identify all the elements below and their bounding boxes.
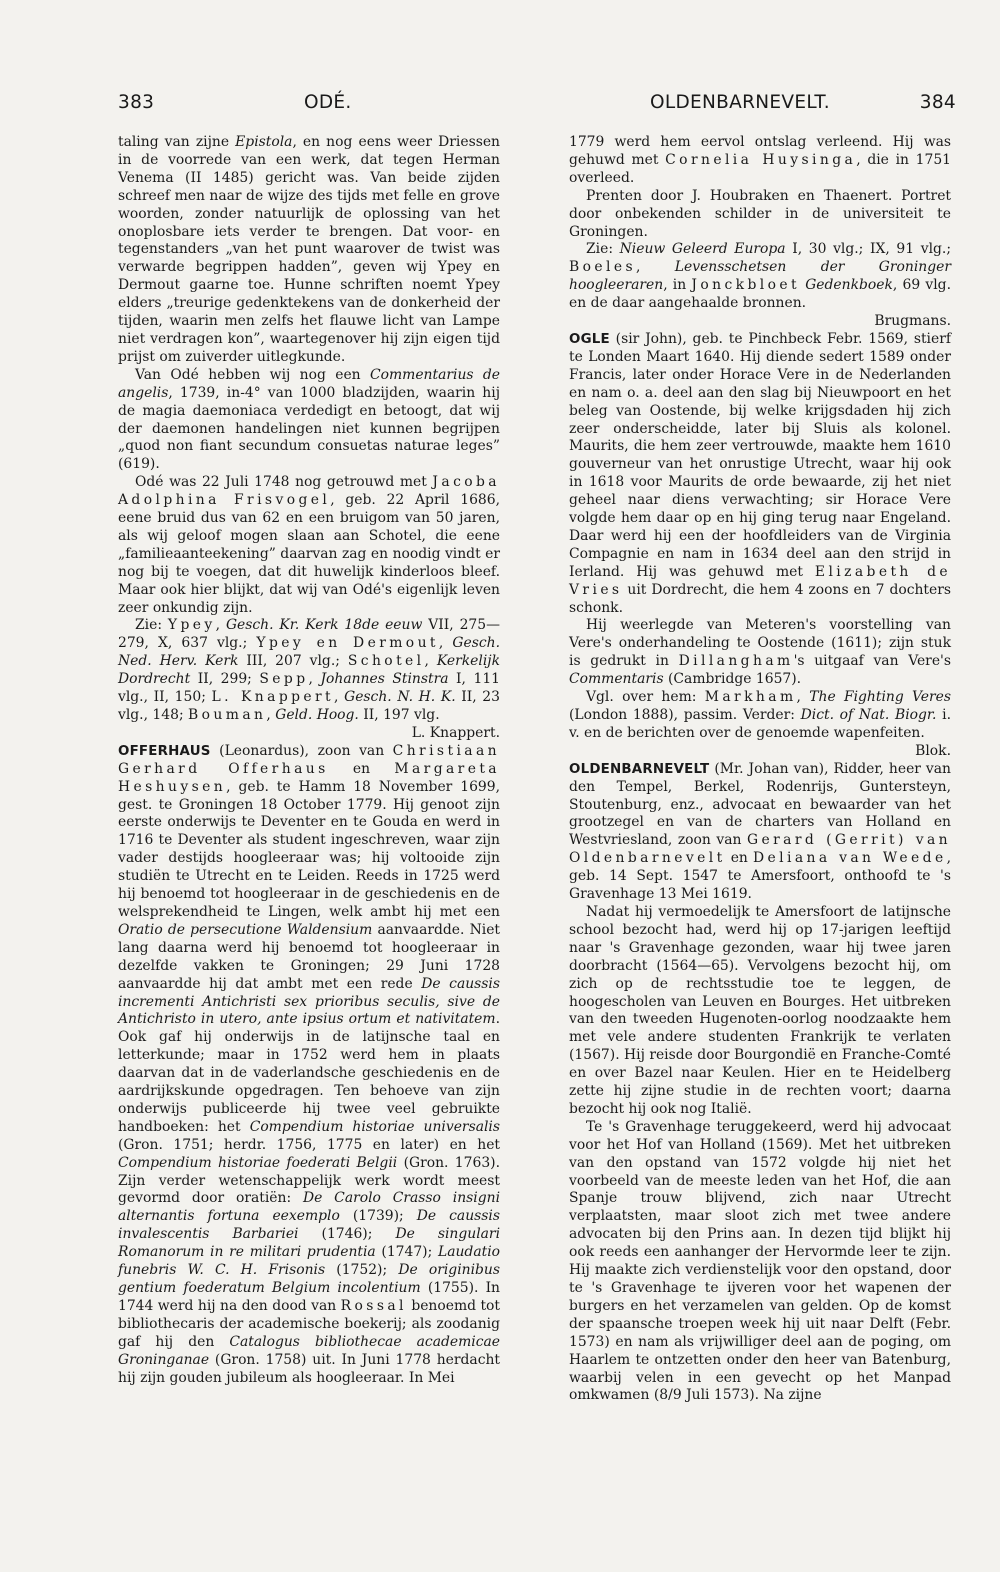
author-signature-blok: Blok.: [915, 742, 951, 759]
references-ogle: Vgl. over hem: Markham, The Fighting Veres (London 1888), passim. Verder: Dict. of Nat. Biogr. i. v. en de berichten over de genoemde wapenfeiten.: [569, 689, 951, 741]
paragraph-ode-marriage: Odé was 22 Juli 1748 nog getrouwd met Jacoba Adolphina Frisvogel, geb. 22 April 1686, eene bruid dus van 62 en een bruigom van 50 jaren, als wij geloof mogen slaan aan Schotel, die eene „familieaanteekening” daarvan zag en noodig vindt er nog bij te voegen, dat dit huwelijk kinderloos bleef. Maar ook hier blijkt, dat wij van Odé's eigenlijk leven zeer onkundig zijn.: [118, 474, 500, 616]
running-head-left: ODÉ.: [304, 92, 352, 113]
paragraph-ode-polemic: taling van zijne Epistola, en nog eens weer Driessen in de voorrede van een werk, dat tegen Herman Venema (II 1485) gericht was. Van beide zijden schreef men naar de wijze des tijds met felle en grove woorden, zonder natuurlijk de oplossing van het onoplosbare iets verder te brengen. Dat voor- en tegenstanders „van het punt waarover de twist was verwarde begrippen hadden”, geven wij Ypey en Dermout gaarne toe. Hunne schriften noemt Ypey elders „treurige gedenktekens van de donkerheid der tijden, waarin men zelfs het flauwe licht van Lampe niet verdragen kon”, waartegenover hij zijn eigen tijd prijst om zuiverder uitlegkunde.: [118, 134, 500, 365]
references-ode: Zie: Ypey, Gesch. Kr. Kerk 18de eeuw VII, 275—279, X, 637 vlg.; Ypey en Dermout, Gesch. Ned. Herv. Kerk III, 207 vlg.; Schotel, Kerkelijk Dordrecht II, 299; Sepp, Johannes Stinstra I, 111 vlg., II, 150; L. Knappert, Gesch. N. H. K. II, 23 vlg., 148; Bouman, Geld. Hoog. II, 197 vlg.: [118, 617, 501, 723]
headword-oldenbarnevelt: OLDENBARNEVELT: [569, 761, 710, 777]
headword-offerhaus: OFFERHAUS: [118, 743, 211, 759]
entry-ogle: OGLE (sir John), geb. te Pinchbeck Febr. 1569, stierf te Londen Maart 1640. Hij diende sedert 1589 onder Francis, later onder Horace Vere in de Nederlanden en nam o. a. deel aan den slag bij Nieuwpoort en het beleg van Oostende, bij welke krijgsdaden hij zich zeer onderscheidde, later bij Sluis als kolonel. Maurits, die hem zeer vertrouwde, maakte hem 1610 gouverneur van het onrustige Utrecht, waar hij ook in 1618 voor Maurits de orde bewaarde, zij het niet geheel naar diens verwachting; sir Horace Vere volgde hem daar op en hij ging terug naar Engeland. Daar werd hij een der hoofdleiders van de Virginia Compagnie en nam in 1634 deel aan den strijd in Ierland. Hij was gehuwd met Elizabeth de Vries uit Dordrecht, die hem 4 zoons en 7 dochters schonk.: [569, 330, 952, 616]
paragraph-ogle-meteren: Hij weerlegde van Meteren's voorstelling van Vere's onderhandeling te Oostende (1611); zijn stuk is gedrukt in Dillangham's uitgaaf van Vere's Commentaris (Cambridge 1657).: [569, 617, 951, 688]
page-number-right: 384: [919, 92, 956, 113]
paragraph-offerhaus-portraits: Prenten door J. Houbraken en Thaenert. Portret door onbekenden schilder in de universiteit te Groningen.: [569, 187, 951, 240]
page-number-left: 383: [118, 92, 155, 113]
author-signature-knappert: L. Knappert.: [411, 724, 500, 741]
running-header: [118, 92, 956, 118]
running-head-right: OLDENBARNEVELT.: [650, 92, 830, 113]
right-column: [569, 134, 951, 1405]
paragraph-oldenbarnevelt-advocate: Te 's Gravenhage teruggekeerd, werd hij advocaat voor het Hof van Holland (1569). Met het uitbreken van den opstand van 1572 volgde hij niet het voorbeeld van de meeste leden van het Hof, die aan Spanje trouw blijvend, zich naar Utrecht verplaatsten, maar sloot zich met twee andere advocaten bij den Prins aan. In dezen tijd blijkt hij ook reeds een aanhanger der Hervormde leer te zijn. Hij maakte zich verdienstelijk voor den opstand, door te 's Gravenhage te ijveren voor het wapenen der burgers en het verzamelen van gelden. Op de komst der spaansche troepen week hij uit naar Delft (Febr. 1573) en nam als vrijwilliger deel aan de poging, om Haarlem te ontzetten onder den heer van Batenburg, waarbij velen in een gevecht op het Manpad omkwamen (8/9 Juli 1573). Na zijne: [569, 1118, 951, 1404]
left-column: [118, 134, 500, 1387]
author-signature-brugmans: Brugmans.: [874, 313, 951, 330]
paragraph-ode-commentarius: Van Odé hebben wij nog een Commentarius de angelis, 1739, in-4° van 1000 bladzijden, waarin hij de magia daemoniaca verdedigt en betoogt, dat wij der daemonen handelingen niet kunnen begrijpen „quod non fiant secundum consuetas naturae leges” (619).: [118, 366, 500, 473]
entry-offerhaus: OFFERHAUS (Leonardus), zoon van Christiaan Gerhard Offerhaus en Margareta Heshuysen, geb. te Hamm 18 November 1699, gest. te Groningen 18 October 1779. Hij genoot zijn eerste onderwijs te Deventer en te Gouda en werd in 1716 te Deventer als student ingeschreven, waar zijn vader destijds hoogleeraar was; hij voltooide zijn studiën te Utrecht en te Leiden. Reeds in 1725 werd hij benoemd tot hoogleeraar in de geschiedenis en de welsprekendheid te Lingen, welk ambt hij met een Oratio de persecutione Waldensium aanvaardde. Niet lang daarna werd hij benoemd tot hoogleeraar in dezelfde vakken te Groningen; 29 Juni 1728 aanvaardde hij dat ambt met een rede De caussis incrementi Antichristi sex prioribus seculis, sive de Antichristo in utero, ante ipsius ortum et nativitatem. Ook gaf hij onderwijs in de latijnsche taal en letterkunde; maar in 1752 werd hem in plaats daarvan dat in de vaderlandsche geschiedenis en de aardrijkskunde opgedragen. Ten behoeve van zijn onderwijs publiceerde hij twee veel gebruikte handboeken: het Compendium historiae universalis (Gron. 1751; herdr. 1756, 1775 en later) en het Compendium historiae foederati Belgii (Gron. 1763). Zijn verder wetenschappelijk werk wordt meest gevormd door oratiën: De Carolo Crasso insigni alternantis fortuna eexemplo (1739); De caussis invalescentis Barbariei (1746); De singulari Romanorum in re militari prudentia (1747); Laudatio funebris W. C. H. Frisonis (1752); De originibus gentium foederatum Belgium incolentium (1755). In 1744 werd hij na den dood van Rossal benoemd tot bibliothecaris der academische boekerij; als zoodanig gaf hij den Catalogus bibliothecae academicae Groninganae (Gron. 1758) uit. In Juni 1778 herdacht hij zijn gouden jubileum als hoogleeraar. In Mei: [118, 742, 501, 1386]
headword-ogle: OGLE: [569, 331, 610, 347]
paragraph-oldenbarnevelt-studies: Nadat hij vermoedelijk te Amersfoort de latijnsche school bezocht had, werd hij op 17-jarigen leeftijd naar 's Gravenhage gezonden, waar hij twee jaren doorbracht (1564—65). Vervolgens bezocht hij, om zich op de rechtsstudie toe te leggen, de hoogescholen van Leuven en Bourges. Het uitbreken van den tweeden Hugenoten-oorlog noodzaakte hem met vele andere studenten Frankrijk te verlaten (1567). Hij reisde door Bourgondië en Franche-Comté en over Bazel naar Keulen. Hier en te Heidelberg zette hij zijne studie in de rechten voort; daarna bezocht hij ook nog Italië.: [569, 903, 951, 1117]
references-offerhaus: Zie: Nieuw Geleerd Europa I, 30 vlg.; IX, 91 vlg.; Boeles, Levensschetsen der Groninger hoogleeraren, in Jonckbloet Gedenkboek, 69 vlg. en de daar aangehaalde bronnen.: [569, 241, 952, 312]
entry-oldenbarnevelt: OLDENBARNEVELT (Mr. Johan van), Ridder, heer van den Tempel, Berkel, Rodenrijs, Guntersteyn, Stoutenburg, enz., advocaat en bewaarder van het grootzegel en van de charters van Holland en Westvriesland, zoon van Gerard (Gerrit) van Oldenbarnevelt en Deliana van Weede, geb. 14 Sept. 1547 te Amersfoort, onthoofd te 's Gravenhage 13 Mei 1619.: [569, 760, 952, 903]
paragraph-offerhaus-end: 1779 werd hem eervol ontslag verleend. Hij was gehuwd met Cornelia Huysinga, die in 1751 overleed.: [569, 134, 952, 186]
